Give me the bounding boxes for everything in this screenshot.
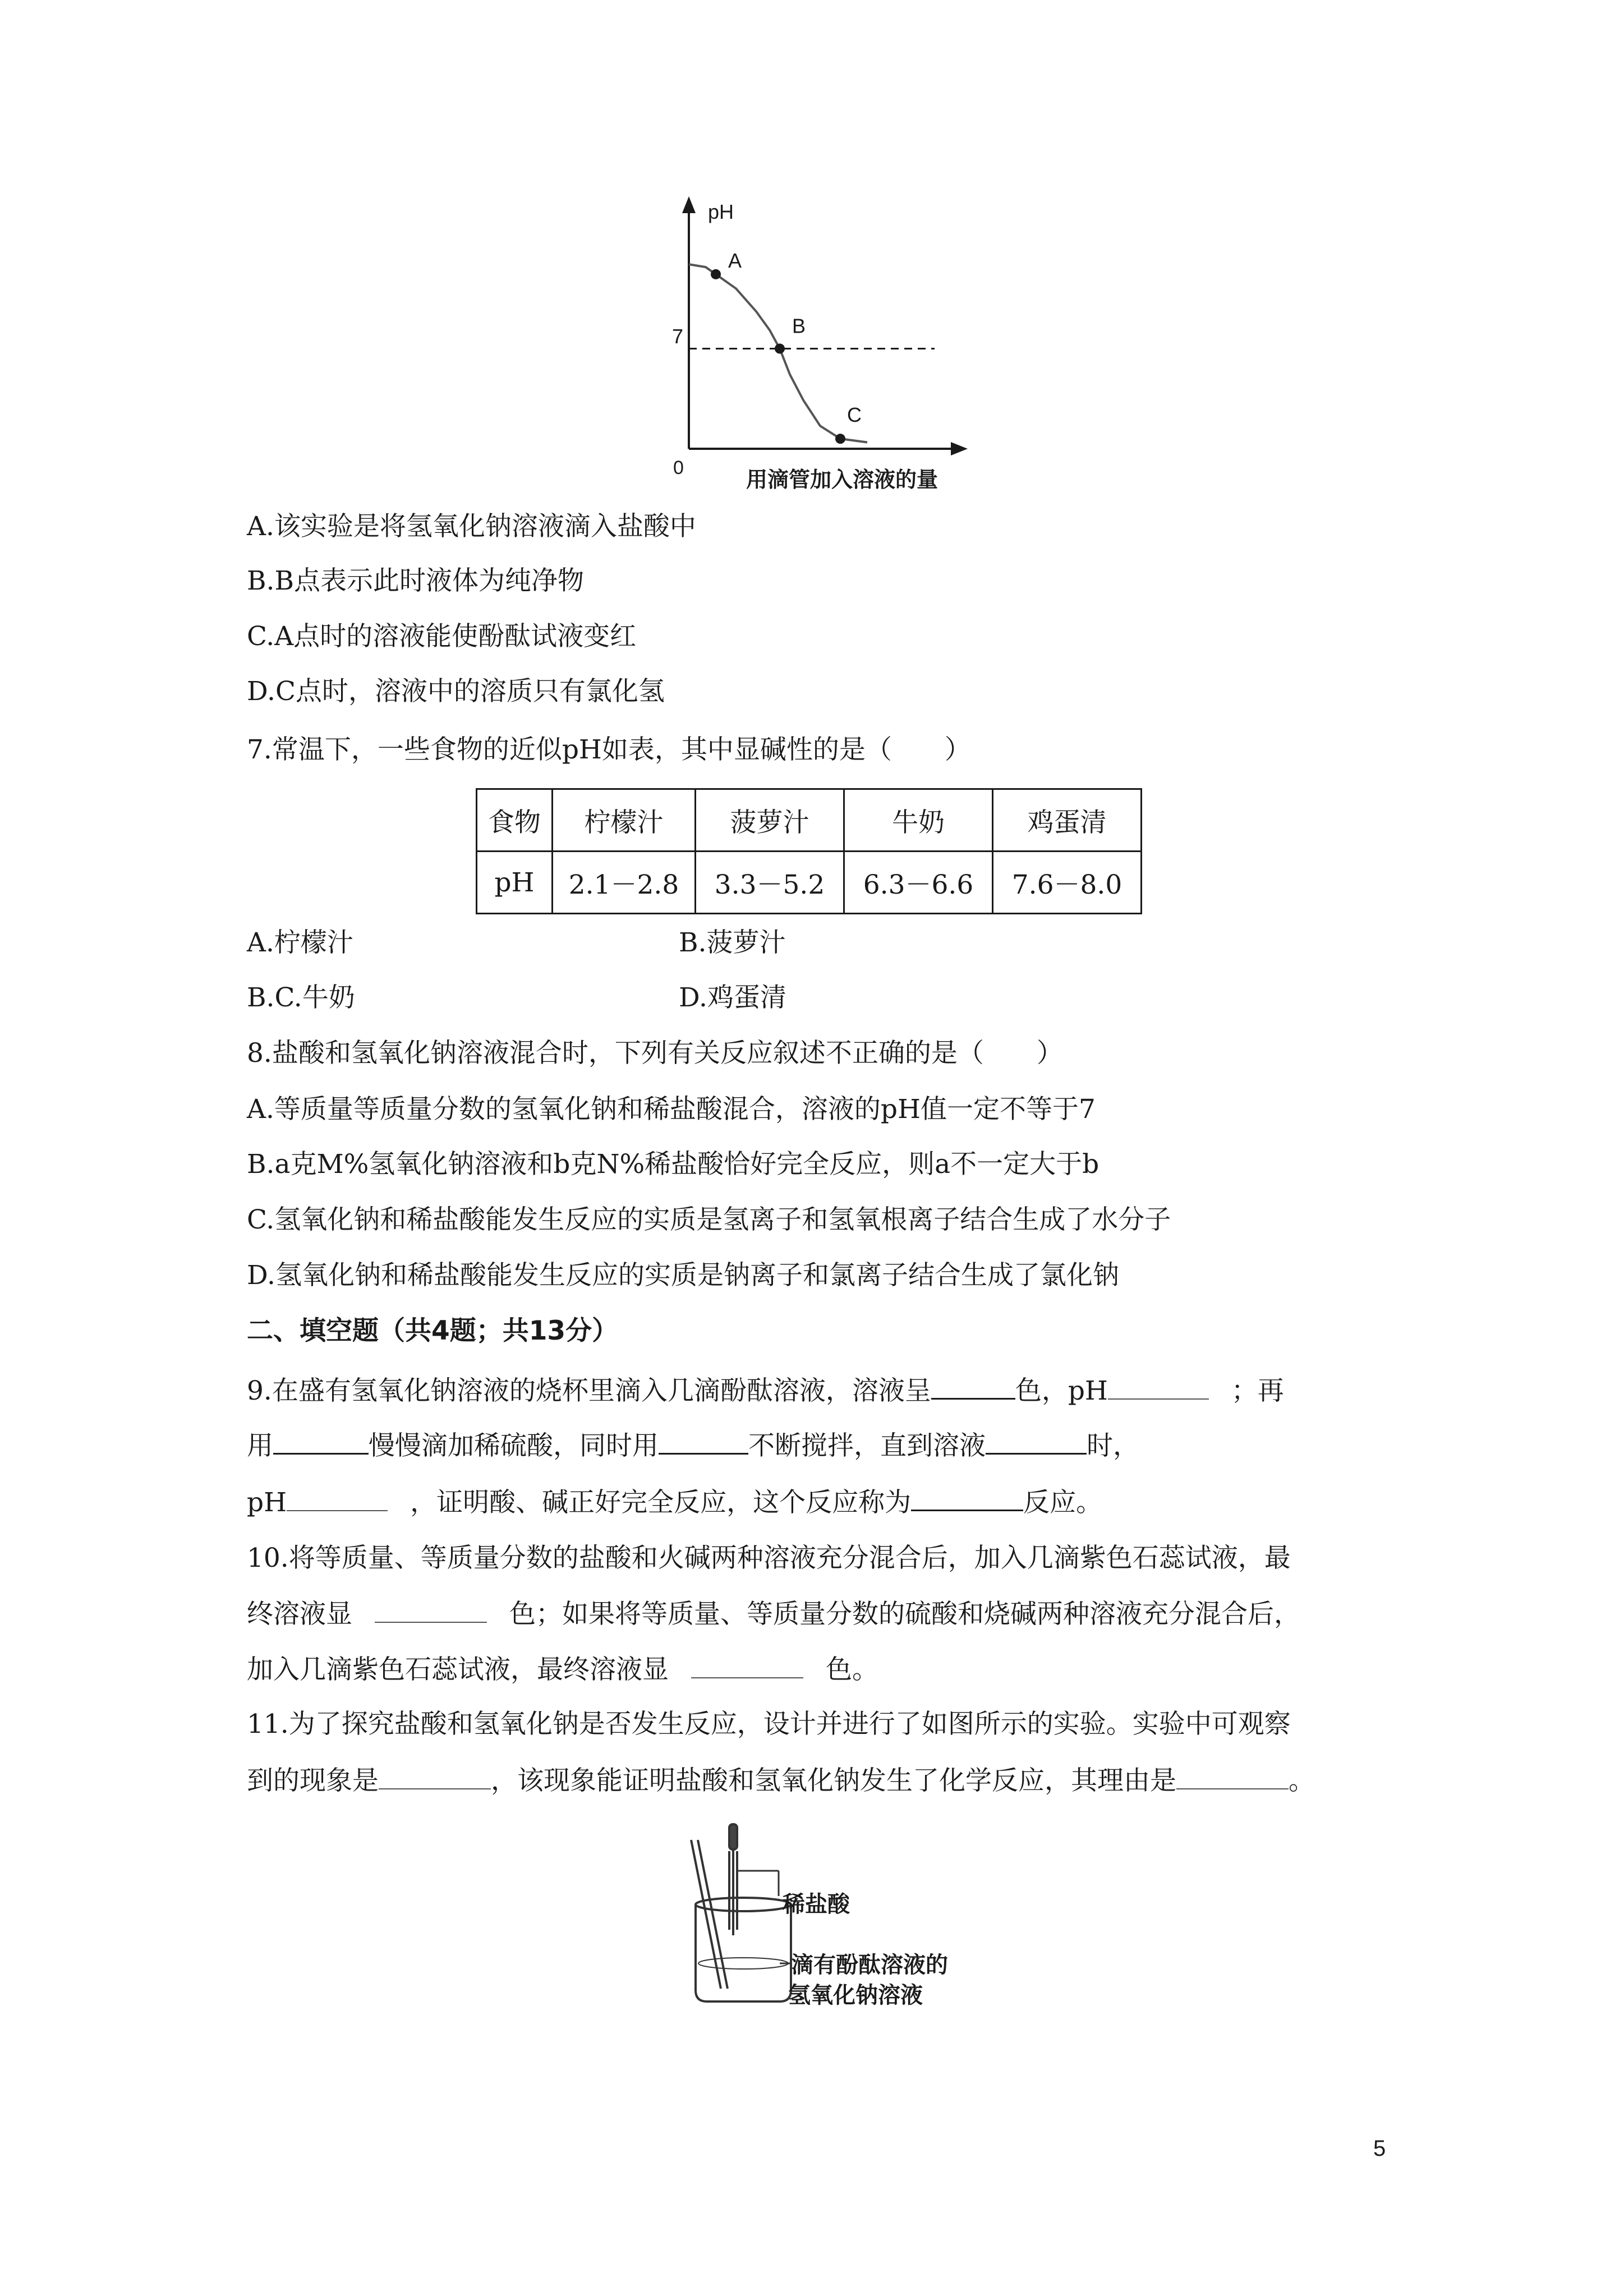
food-ph-table [476, 788, 1142, 914]
table-header-row [477, 789, 1142, 852]
section-heading: 二、填空题（共4题；共13分） [247, 1315, 619, 1346]
table-cell: pH [477, 852, 553, 914]
point-a [711, 269, 721, 279]
table-cell: 菠萝汁 [696, 789, 844, 852]
q9-text: ，证明酸、碱正好完全反应，这个反应称为 [410, 1487, 912, 1518]
label-dilute-hcl: 稀盐酸 [783, 1892, 850, 1917]
q11-text: 。 [1289, 1765, 1315, 1796]
answer-blank[interactable] [1176, 1763, 1289, 1789]
q7-option-c: B.C.牛奶 [247, 982, 355, 1013]
y-axis-label: pH [708, 200, 734, 223]
q9-text: 反应。 [1023, 1487, 1103, 1518]
table-cell: 7.6－8.0 [993, 852, 1142, 914]
point-c [835, 434, 845, 444]
q9-text: pH [247, 1487, 287, 1518]
q11-text: 到的现象是 [247, 1765, 379, 1796]
q6-option-d: D.C点时，溶液中的溶质只有氯化氢 [247, 676, 665, 707]
answer-blank[interactable] [287, 1484, 388, 1511]
q9-text: 时， [1087, 1430, 1139, 1461]
q9-text: ；再 [1231, 1375, 1284, 1406]
q9-text: 不断搅拌，直到溶液 [748, 1430, 986, 1461]
table-cell: 牛奶 [844, 789, 993, 852]
q10-text: 色。 [826, 1654, 878, 1685]
dropper-icon [729, 1824, 737, 1935]
answer-blank[interactable] [911, 1484, 1023, 1511]
table-cell: 鸡蛋清 [993, 789, 1142, 852]
q10-text: 色；如果将等质量、等质量分数的硫酸和烧碱两种溶液充分混合后， [509, 1599, 1300, 1630]
q10-line-3 [247, 1651, 878, 1687]
label-naoh-line1: 滴有酚酞溶液的 [791, 1953, 948, 1977]
q6-option-a: A.该实验是将氢氧化钠溶液滴入盐酸中 [247, 511, 696, 542]
q10-text: 终溶液显 [247, 1599, 352, 1630]
q6-option-c: C.A点时的溶液能使酚酞试液变红 [247, 621, 637, 652]
q7-option-d: D.鸡蛋清 [679, 982, 786, 1013]
q10-text: 加入几滴紫色石蕊试液，最终溶液显 [247, 1654, 669, 1685]
answer-blank[interactable] [375, 1596, 487, 1623]
q7-option-b: B.菠萝汁 [679, 927, 786, 958]
q9-line-1 [247, 1372, 1284, 1409]
point-label-a: A [728, 249, 742, 272]
table-cell: 食物 [477, 789, 553, 852]
q8-option-b: B.a克M%氢氧化钠溶液和b克N%稀盐酸恰好完全反应，则a不一定大于b [247, 1149, 1099, 1180]
q9-text: 色，pH [1015, 1375, 1108, 1406]
q10-line-1: 10.将等质量、等质量分数的盐酸和火碱两种溶液充分混合后，加入几滴紫色石蕊试液，最 [247, 1543, 1291, 1573]
answer-blank[interactable] [379, 1763, 491, 1789]
q10-line-2 [247, 1596, 1300, 1632]
point-b [775, 344, 785, 354]
q8-stem: 8.盐酸和氢氧化钠溶液混合时，下列有关反应叙述不正确的是（ ） [247, 1038, 1063, 1069]
glass-rod-icon [691, 1840, 728, 1989]
q11-text: ，该现象能证明盐酸和氢氧化钠发生了化学反应，其理由是 [491, 1765, 1176, 1796]
point-label-c: C [847, 403, 862, 427]
table-cell: 柠檬汁 [553, 789, 696, 852]
q8-option-c: C.氢氧化钠和稀盐酸能发生反应的实质是氢离子和氢氧根离子结合生成了水分子 [247, 1204, 1171, 1235]
answer-blank[interactable] [1108, 1373, 1209, 1400]
table-cell: 2.1－2.8 [553, 852, 696, 914]
ph-chart [0, 0, 1624, 505]
q9-text: 用 [247, 1430, 273, 1461]
answer-blank[interactable] [273, 1427, 369, 1455]
answer-blank[interactable] [986, 1427, 1087, 1455]
table-cell: 3.3－5.2 [696, 852, 844, 914]
q11-line-2 [247, 1763, 1315, 1798]
q9-line-2 [247, 1427, 1139, 1464]
label-naoh-line2: 氢氧化钠溶液 [788, 1983, 923, 2008]
ref-line-label: 7 [672, 325, 684, 348]
origin-label: 0 [673, 457, 684, 478]
answer-blank[interactable] [691, 1651, 803, 1678]
q6-option-b: B.B点表示此时液体为纯净物 [247, 565, 585, 596]
table-cell: 6.3－6.6 [844, 852, 993, 914]
y-axis-arrow [682, 196, 696, 213]
q11-line-1: 11.为了探究盐酸和氢氧化钠是否发生反应，设计并进行了如图所示的实验。实验中可观察 [247, 1709, 1291, 1740]
x-axis-label: 用滴管加入溶液的量 [746, 468, 938, 492]
table-row [477, 852, 1142, 914]
q7-option-a: A.柠檬汁 [247, 927, 353, 958]
point-label-b: B [792, 314, 806, 338]
q8-option-a: A.等质量等质量分数的氢氧化钠和稀盐酸混合，溶液的pH值一定不等于7 [247, 1094, 1096, 1125]
x-axis-arrow [951, 442, 968, 455]
answer-blank[interactable] [931, 1372, 1015, 1400]
q7-stem: 7.常温下，一些食物的近似pH如表，其中显碱性的是（ ） [247, 734, 971, 765]
beaker-icon [696, 1898, 791, 2001]
page-number: 5 [1373, 2136, 1386, 2161]
q9-text: 慢慢滴加稀硫酸，同时用 [369, 1430, 659, 1461]
q9-text: 9.在盛有氢氧化钠溶液的烧杯里滴入几滴酚酞溶液，溶液呈 [247, 1375, 931, 1406]
answer-blank[interactable] [659, 1427, 748, 1455]
q9-line-3 [247, 1484, 1102, 1520]
q8-option-d: D.氢氧化钠和稀盐酸能发生反应的实质是钠离子和氯离子结合生成了氯化钠 [247, 1260, 1119, 1291]
